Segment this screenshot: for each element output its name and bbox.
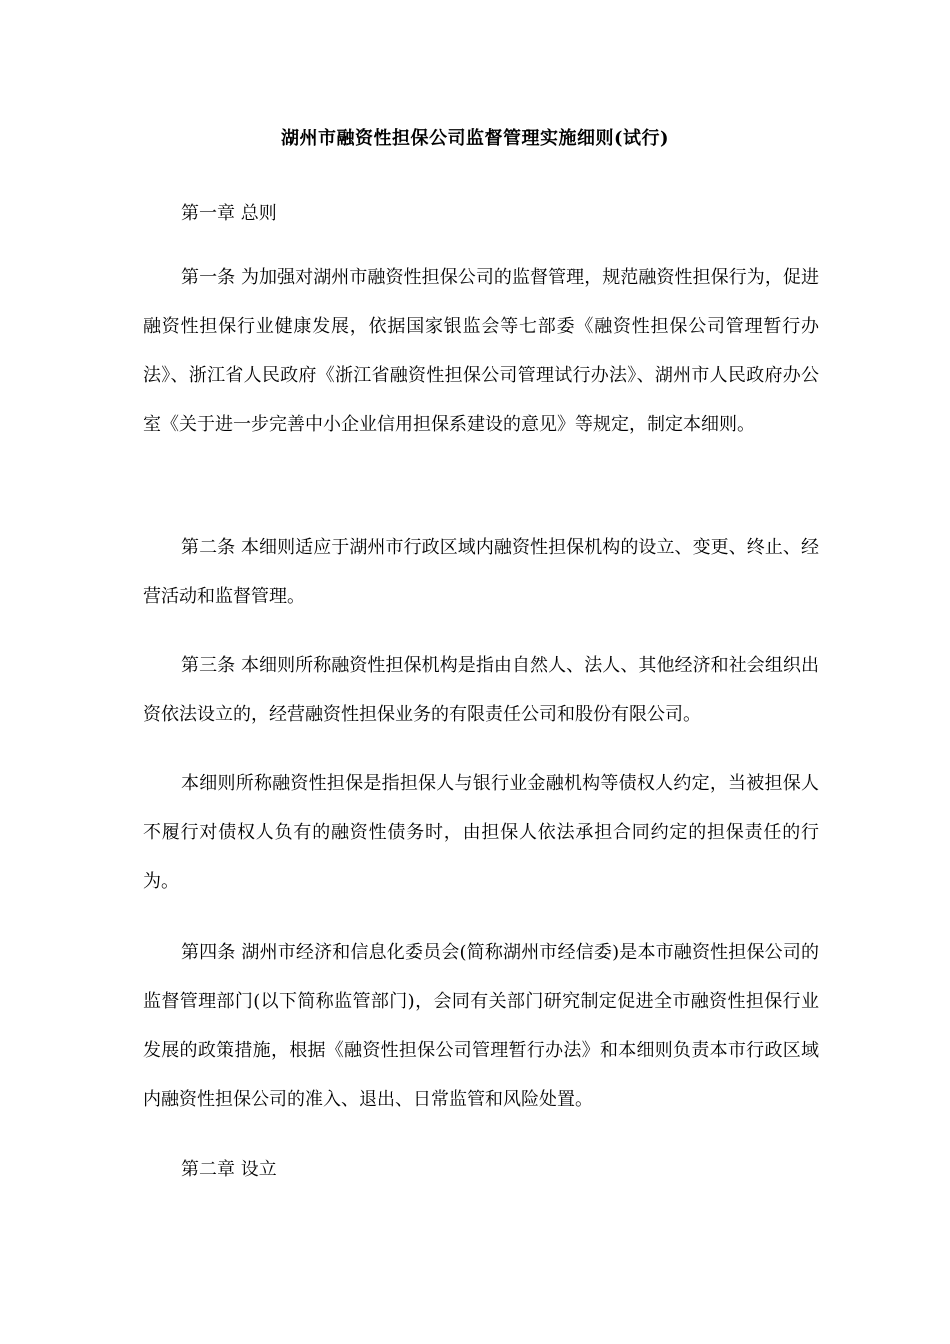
- article-4: [143, 928, 819, 1124]
- article-2-text: 第二条 本细则适应于湖州市行政区域内融资性担保机构的设立、变更、终止、经营活动和监督管理。: [143, 537, 819, 607]
- article-2: [143, 523, 819, 621]
- chapter-2-heading: 第二章 设立: [181, 1159, 277, 1180]
- chapter-heading-general: [143, 189, 819, 238]
- article-1: [143, 253, 819, 449]
- article-4-text: 第四条 湖州市经济和信息化委员会(简称湖州市经信委)是本市融资性担保公司的监督管理部门(以下简称监管部门)，会同有关部门研究制定促进全市融资性担保行业发展的政策措施，根据《融资性担保公司管理暂行办法》和本细则负责本市行政区域内融资性担保公司的准入、退出、日常监管和风险处置。: [143, 942, 819, 1110]
- document-title: 湖州市融资性担保公司监督管理实施细则(试行): [280, 128, 670, 149]
- definition-paragraph: [143, 759, 819, 906]
- article-3: [143, 641, 819, 739]
- definition-text: 本细则所称融资性担保是指担保人与银行业金融机构等债权人约定，当被担保人不履行对债权人负有的融资性债务时，由担保人依法承担合同约定的担保责任的行为。: [143, 773, 819, 892]
- chapter-heading-establishment: [143, 1145, 819, 1194]
- chapter-1-heading: 第一章 总则: [181, 203, 277, 224]
- article-1-text: 第一条 为加强对湖州市融资性担保公司的监督管理，规范融资性担保行为，促进融资性担保行业健康发展，依据国家银监会等七部委《融资性担保公司管理暂行办法》、浙江省人民政府《浙江省融资性担保公司管理试行办法》、湖州市人民政府办公室《关于进一步完善中小企业信用担保系建设的意见》等规定，制定本细则。: [143, 267, 819, 435]
- article-3-text: 第三条 本细则所称融资性担保机构是指由自然人、法人、其他经济和社会组织出资依法设立的，经营融资性担保业务的有限责任公司和股份有限公司。: [143, 655, 819, 725]
